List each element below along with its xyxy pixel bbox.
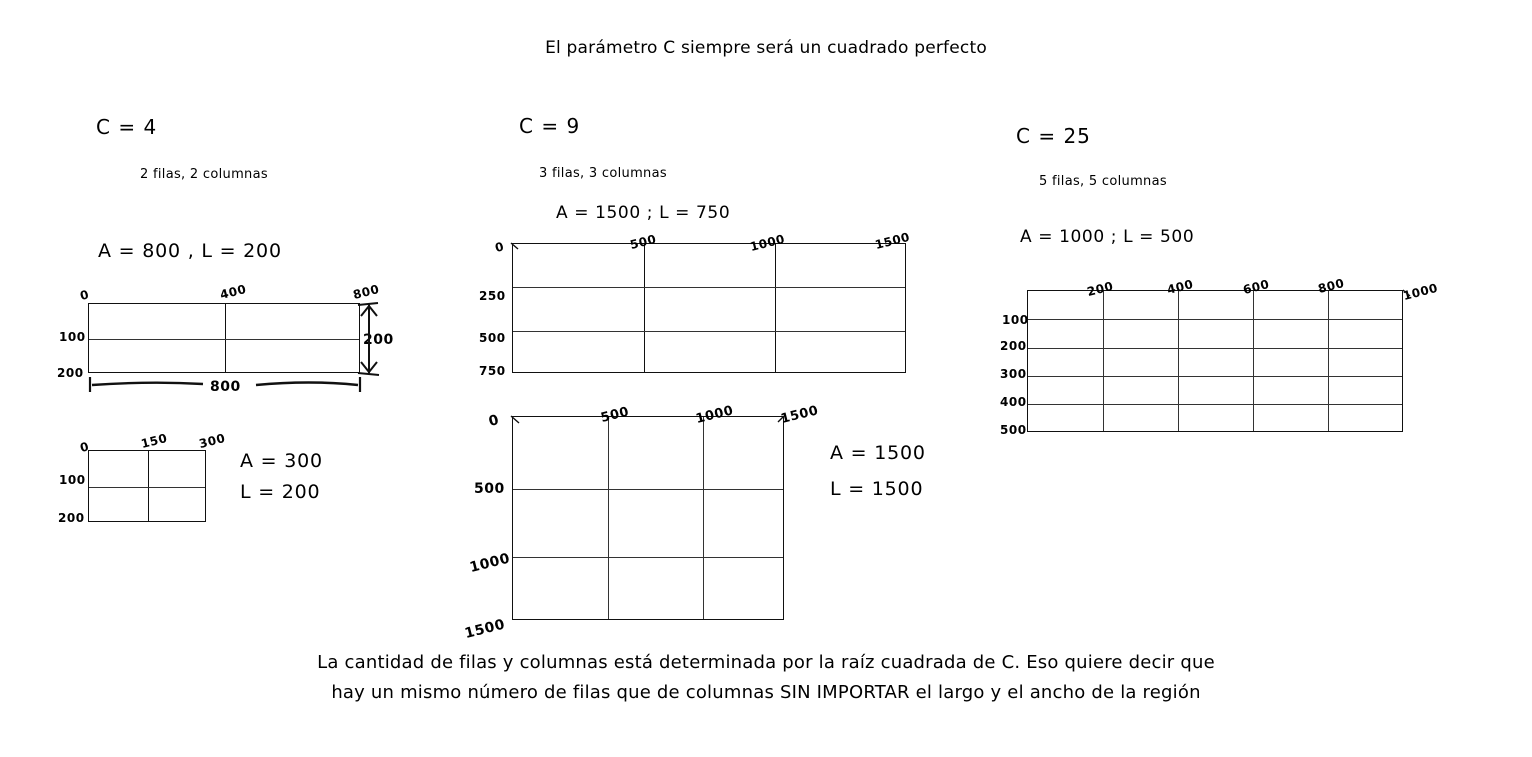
grid-line-vertical — [1103, 291, 1104, 431]
x-tick-label: 1000 — [694, 403, 736, 427]
y-tick-label: 500 — [474, 481, 505, 497]
equation-c4-big: A = 800 , L = 200 — [98, 240, 282, 262]
x-tick-label: 0 — [78, 439, 91, 455]
x-tick-label: 800 — [1316, 275, 1346, 296]
grid-line-vertical — [775, 244, 776, 372]
y-tick-label: 1500 — [463, 616, 507, 642]
grid-line-vertical — [148, 451, 149, 521]
case-title-c25: C = 25 — [1016, 124, 1091, 148]
y-tick-label: 200 — [57, 366, 84, 380]
grid-line-vertical — [1253, 291, 1254, 431]
x-tick-label: 500 — [599, 404, 631, 426]
grid-line-horizontal — [513, 489, 783, 490]
x-tick-label: 1000 — [1401, 280, 1440, 303]
grid-c4-big — [88, 303, 360, 373]
y-tick-label: 500 — [1000, 423, 1027, 437]
x-tick-label: 800 — [351, 281, 381, 302]
x-tick-label: 200 — [1085, 278, 1115, 299]
case-subtitle-c9: 3 filas, 3 columnas — [539, 166, 667, 181]
grid-c9-square — [512, 416, 784, 620]
grid-line-vertical — [1328, 291, 1329, 431]
x-tick-label: 300 — [197, 430, 227, 451]
x-tick-label: 1000 — [748, 231, 787, 254]
grid-line-vertical — [225, 304, 226, 372]
grid-c9-wide — [512, 243, 906, 373]
x-tick-label: 400 — [218, 281, 248, 302]
y-tick-label: 400 — [1000, 395, 1027, 409]
x-tick-label: 600 — [1241, 276, 1271, 297]
x-tick-label: 500 — [628, 231, 658, 252]
equation-c9-square-a: A = 1500 — [830, 442, 926, 464]
y-tick-label: 500 — [479, 331, 506, 345]
grid-line-horizontal — [513, 557, 783, 558]
grid-line-horizontal — [1028, 348, 1402, 349]
equation-c9-square-l: L = 1500 — [830, 478, 924, 500]
grid-line-horizontal — [1028, 376, 1402, 377]
case-title-c4: C = 4 — [96, 115, 158, 139]
grid-line-vertical — [703, 417, 704, 619]
case-title-c9: C = 9 — [519, 114, 581, 138]
grid-c25 — [1027, 290, 1403, 432]
x-tick-label: 400 — [1165, 276, 1195, 297]
equation-c4-small-a: A = 300 — [240, 450, 323, 472]
equation-c4-small-l: L = 200 — [240, 481, 321, 503]
case-subtitle-c4: 2 filas, 2 columnas — [140, 167, 268, 182]
grid-line-horizontal — [1028, 404, 1402, 405]
width-dimension-label: 800 — [210, 379, 241, 395]
page-title: El parámetro C siempre será un cuadrado perfecto — [545, 38, 987, 58]
case-subtitle-c25: 5 filas, 5 columnas — [1039, 174, 1167, 189]
grid-line-vertical — [644, 244, 645, 372]
footer-line-2: hay un mismo número de filas que de columnas SIN IMPORTAR el largo y el ancho de la región — [331, 682, 1201, 703]
y-tick-label: 100 — [1002, 313, 1029, 327]
height-dimension-label: 200 — [363, 332, 394, 348]
y-tick-label: 300 — [1000, 367, 1027, 381]
x-tick-label: 0 — [78, 287, 91, 303]
equation-c25: A = 1000 ; L = 500 — [1020, 227, 1195, 247]
grid-line-horizontal — [89, 487, 205, 488]
equation-c9-wide: A = 1500 ; L = 750 — [556, 203, 731, 223]
x-tick-label: 150 — [139, 430, 169, 451]
y-tick-label: 750 — [479, 364, 506, 378]
y-tick-label: 200 — [58, 511, 85, 525]
x-tick-label: 1500 — [873, 229, 912, 252]
grid-line-vertical — [1178, 291, 1179, 431]
y-tick-label: 200 — [1000, 339, 1027, 353]
y-tick-label: 250 — [479, 289, 506, 303]
y-tick-label: 1000 — [468, 550, 512, 576]
grid-line-horizontal — [89, 339, 359, 340]
grid-line-horizontal — [1028, 319, 1402, 320]
grid-line-vertical — [608, 417, 609, 619]
x-tick-label: 1500 — [779, 403, 821, 427]
grid-line-horizontal — [513, 287, 905, 288]
grid-c4-small — [88, 450, 206, 522]
footer-line-1: La cantidad de filas y columnas está determinada por la raíz cuadrada de C. Eso quiere decir que — [317, 652, 1215, 673]
x-tick-label: 0 — [493, 239, 506, 255]
y-tick-label: 100 — [59, 330, 86, 344]
x-tick-label: 0 — [487, 411, 501, 430]
grid-line-horizontal — [513, 331, 905, 332]
y-tick-label: 100 — [59, 473, 86, 487]
